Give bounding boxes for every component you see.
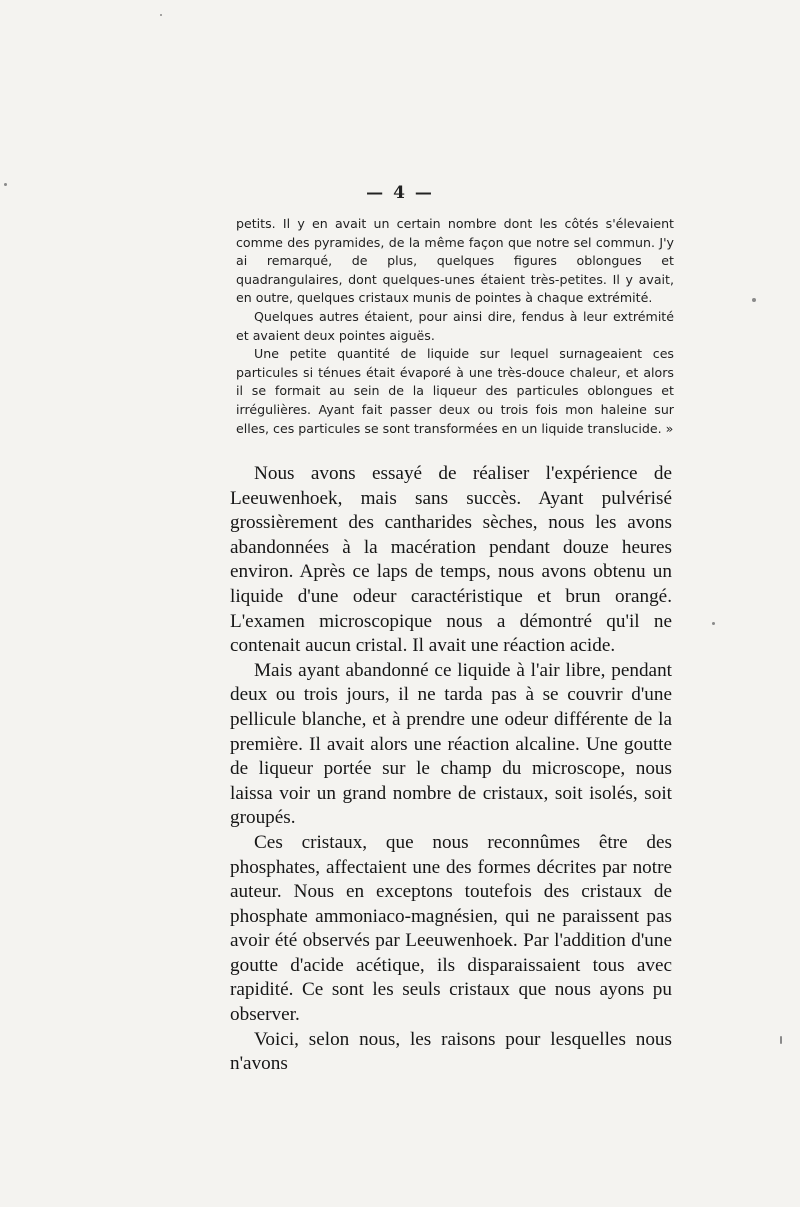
body-paragraph: Mais ayant abandonné ce liquide à l'air libre, pendant deux ou trois jours, il ne tarda pas à se couvrir d'une pellicule blanche, et à prendre une odeur différente de la première. Il avait alors une réaction alcaline. Une goutte de liqueur portée sur le champ du microscope, nous laissa voir un grand nombre de cristaux, soit isolés, soit groupés. [230,659,672,829]
quote-paragraph: Quelques autres étaient, pour ainsi dire, fendus à leur extrémité et avaient deux pointes aiguës. [236,308,674,343]
scan-speck [4,183,7,186]
body-text [230,462,672,1077]
page-number: — 4 — [366,183,434,203]
body-paragraph: Nous avons essayé de réaliser l'expérience de Leeuwenhoek, mais sans succès. Ayant pulvérisé grossièrement des cantharides sèches, nous les avons abandonnées à la macération pendant douze heures environ. Après ce laps de temps, nous avons obtenu un liquide d'une odeur caractéristique et brun orangé. L'examen microscopique nous a démontré qu'il ne contenait aucun cristal. Il avait une réaction acide. [230,463,672,657]
body-paragraph: Voici, selon nous, les raisons pour lesquelles nous n'avons [230,1028,672,1075]
quote-paragraph: petits. Il y en avait un certain nombre dont les côtés s'élevaient comme des pyramides, de la même façon que notre sel commun. J'y ai remarqué, de plus, quelques figures oblongues et quadrangulaires, dont quelques-unes étaient très-petites. Il y avait, en outre, quelques cristaux munis de pointes à chaque extrémité. [236,216,674,306]
scan-speck [712,622,715,625]
scan-speck [752,298,756,302]
quote-block [236,215,674,438]
quote-paragraph: Une petite quantité de liquide sur lequel surnageaient ces particules si ténues était évaporé à une très-douce chaleur, et alors il se formait au sein de la liqueur des particules oblongues et irrégulières. Ayant fait passer deux ou trois fois mon haleine sur elles, ces particules se sont transformées en un liquide translucide. » [236,346,674,436]
scan-speck [160,14,162,16]
body-paragraph: Ces cristaux, que nous reconnûmes être des phosphates, affectaient une des formes décrites par notre auteur. Nous en exceptons toutefois des cristaux de phosphate ammoniaco-magnésien, qui ne paraissent pas avoir été observés par Leeuwenhoek. Par l'addition d'une goutte d'acide acétique, ils disparaissaient tous avec rapidité. Ce sont les seuls cristaux que nous ayons pu observer. [230,831,672,1026]
scan-speck [780,1036,782,1044]
